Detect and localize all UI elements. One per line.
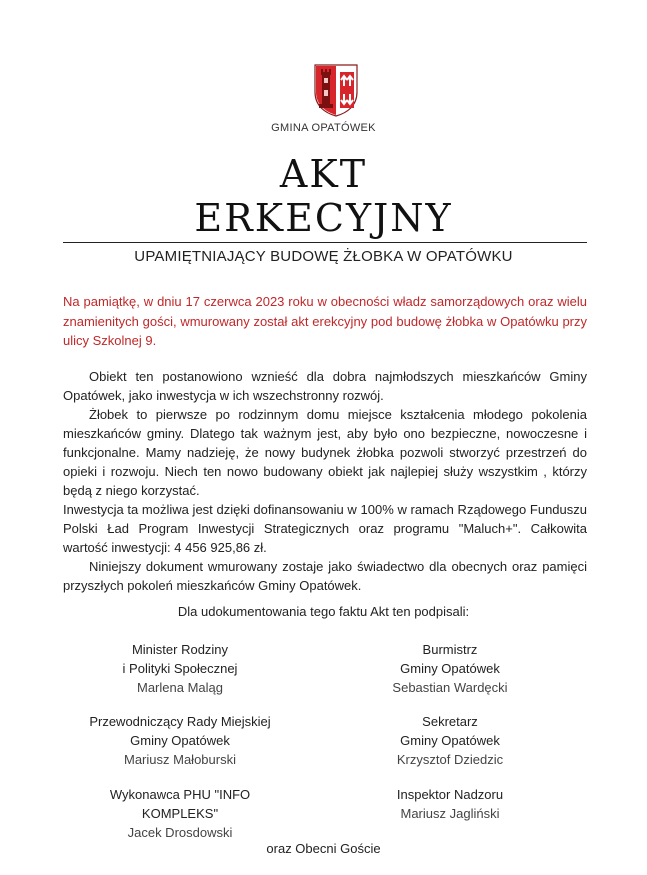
signature-name: Mariusz Małoburski: [124, 752, 236, 767]
signature-role: i Polityki Społecznej: [122, 661, 238, 676]
signature-name: Jacek Drosdowski: [127, 825, 233, 840]
body-paragraph-4: Niniejszy dokument wmurowany zostaje jako świadectwo dla obecnych oraz pamięci przyszłych pokoleń mieszkańców Gminy Opatówek.: [63, 559, 587, 593]
signature-role: Minister Rodziny: [131, 642, 229, 657]
document-body: [63, 367, 587, 595]
signature-name: Marlena Maląg: [137, 680, 223, 695]
intro-paragraph: Na pamiątkę, w dniu 17 czerwca 2023 roku w obecności władz samorządowych oraz wielu znamienitych gości, wmurowany został akt erekcyjny pod budowę żłobka w Opatówku przy ulicy Szkolnej 9.: [63, 294, 587, 348]
closing-line: oraz Obecni Goście: [266, 841, 381, 856]
signature-role: Wykonawca PHU "INFO KOMPLEKS": [109, 787, 251, 821]
signature-role: Przewodniczący Rady Miejskiej: [89, 714, 271, 729]
signature-block-sekretarz: [350, 712, 550, 769]
signature-role: Gminy Opatówek: [400, 661, 500, 676]
signature-role: Gminy Opatówek: [130, 733, 230, 748]
body-paragraph-3: Inwestycja ta możliwa jest dzięki dofinansowaniu w 100% w ramach Rządowego Funduszu Polski Ład Program Inwestycji Strategicznych oraz programu "Maluch+". Całkowita wartość inwestycji: 4 456 925,86 zł.: [63, 502, 587, 555]
signature-block-minister: [75, 640, 285, 697]
signature-role: Inspektor Nadzoru: [396, 787, 504, 802]
body-paragraph-1: Obiekt ten postanowiono wznieść dla dobra najmłodszych mieszkańców Gminy Opatówek, jako inwestycja w ich wszechstronny rozwój.: [63, 369, 587, 403]
signature-block-przewodniczacy: [75, 712, 285, 769]
signature-role: Sekretarz: [422, 714, 478, 729]
title-divider: [63, 242, 587, 243]
signature-role: Burmistrz: [422, 642, 478, 657]
signatures-intro: Dla udokumentowania tego faktu Akt ten podpisali:: [177, 604, 470, 619]
gmina-label: GMINA OPATÓWEK: [271, 122, 376, 134]
document-subtitle: UPAMIĘTNIAJĄCY BUDOWĘ ŻŁOBKA W OPATÓWKU: [134, 248, 513, 265]
gmina-opatowek-coat-of-arms-icon: [313, 62, 359, 118]
signature-block-wykonawca: [75, 785, 285, 842]
signature-name: Krzysztof Dziedzic: [396, 752, 504, 767]
document-title-line1: AKT: [279, 152, 368, 196]
signature-name: Sebastian Wardęcki: [392, 680, 508, 695]
signature-block-inspektor: [350, 785, 550, 823]
signature-block-burmistrz: [350, 640, 550, 697]
signature-name: Mariusz Jagliński: [400, 806, 500, 821]
signature-role: Gminy Opatówek: [400, 733, 500, 748]
document-title-line2: ERKECYJNY: [194, 196, 453, 240]
body-paragraph-2: Żłobek to pierwsze po rodzinnym domu miejsce kształcenia młodego pokolenia mieszkańców gminy. Dlatego tak ważnym jest, aby było ono bezpieczne, nowoczesne i funkcjonalne. Mamy nadzieję, że nowy budynek żłobka pozwoli stworzyć przestrzeń do opieki i rozwoju. Niech ten nowo budowany obiekt jak najlepiej służy wszystkim , którzy będą z niego korzystać.: [63, 407, 587, 498]
